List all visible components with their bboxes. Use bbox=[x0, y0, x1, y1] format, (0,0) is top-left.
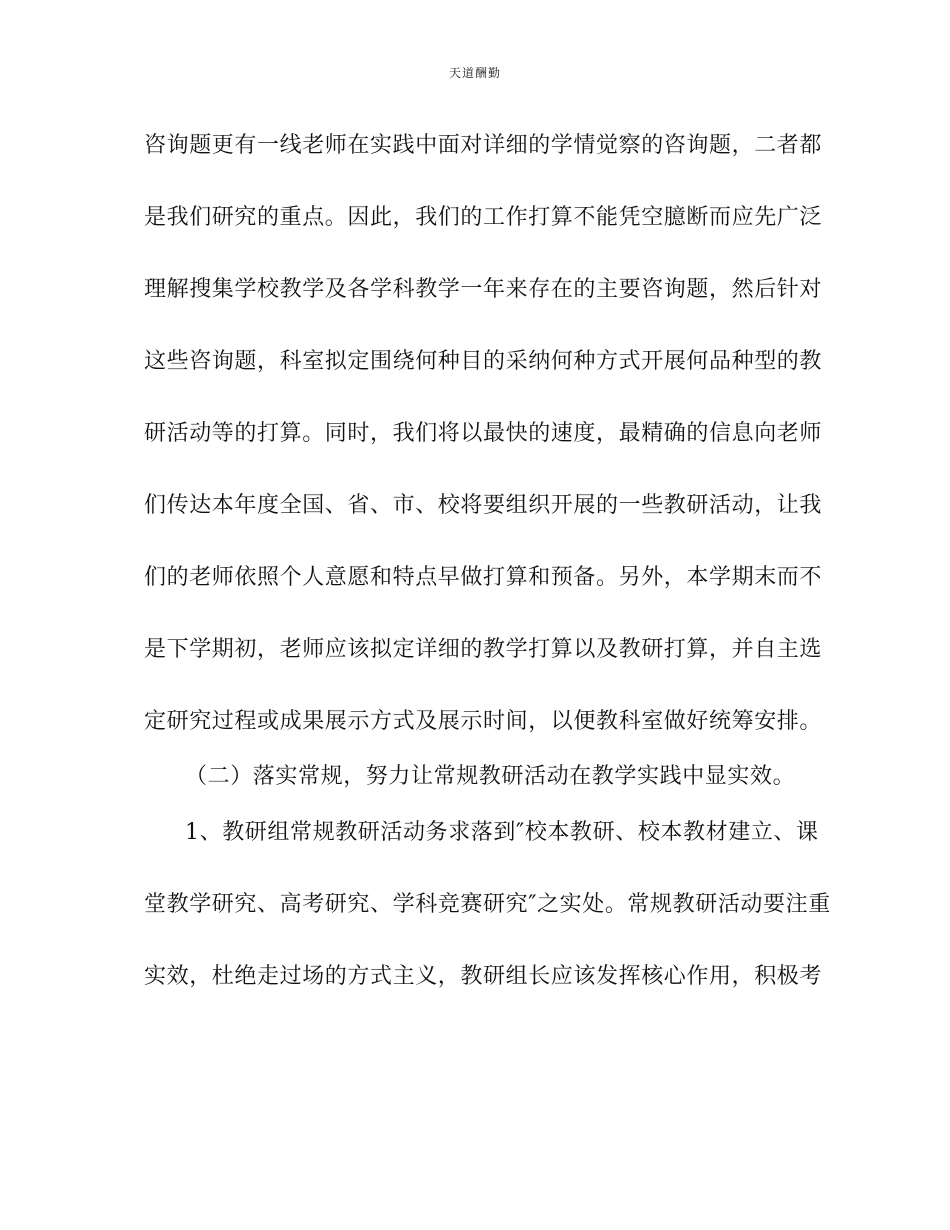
body-line-13: 实效，杜绝走过场的方式主义，教研组长应该发挥核心作用，积极考 bbox=[144, 964, 823, 989]
body-line-8: 是下学期初，老师应该拟定详细的教学打算以及教研打算，并自主选 bbox=[144, 637, 823, 662]
body-line-6: 们传达本年度全国、省、市、校将要组织开展的一些教研活动，让我 bbox=[144, 493, 823, 518]
body-line-9: 定研究过程或成果展示方式及展示时间，以便教科室做好统筹安排。 bbox=[144, 709, 823, 734]
body-line-7: 们的老师依照个人意愿和特点早做打算和预备。另外，本学期末而不 bbox=[144, 565, 823, 590]
body-line-12: 堂教学研究、高考研究、学科竞赛研究″之实处。常规教研活动要注重 bbox=[144, 892, 831, 917]
body-line-4: 这些咨询题，科室拟定围绕何种目的采纳何种方式开展何品种型的教 bbox=[144, 349, 823, 374]
section-heading: （二）落实常规，努力让常规教研活动在教学实践中显实效。 bbox=[185, 764, 796, 789]
body-line-5: 研活动等的打算。同时，我们将以最快的速度，最精确的信息向老师 bbox=[144, 421, 823, 446]
body-line-2: 是我们研究的重点。因此，我们的工作打算不能凭空臆断而应先广泛 bbox=[144, 205, 823, 230]
page-header: 天道酬勤 bbox=[448, 66, 501, 80]
body-line-3: 理解搜集学校教学及各学科教学一年来存在的主要咨询题，然后针对 bbox=[144, 277, 823, 302]
body-line-1: 咨询题更有一线老师在实践中面对详细的学情觉察的咨询题，二者都 bbox=[144, 133, 823, 158]
body-line-11: 1、教研组常规教研活动务求落到″校本教研、校本教材建立、课 bbox=[185, 820, 819, 845]
